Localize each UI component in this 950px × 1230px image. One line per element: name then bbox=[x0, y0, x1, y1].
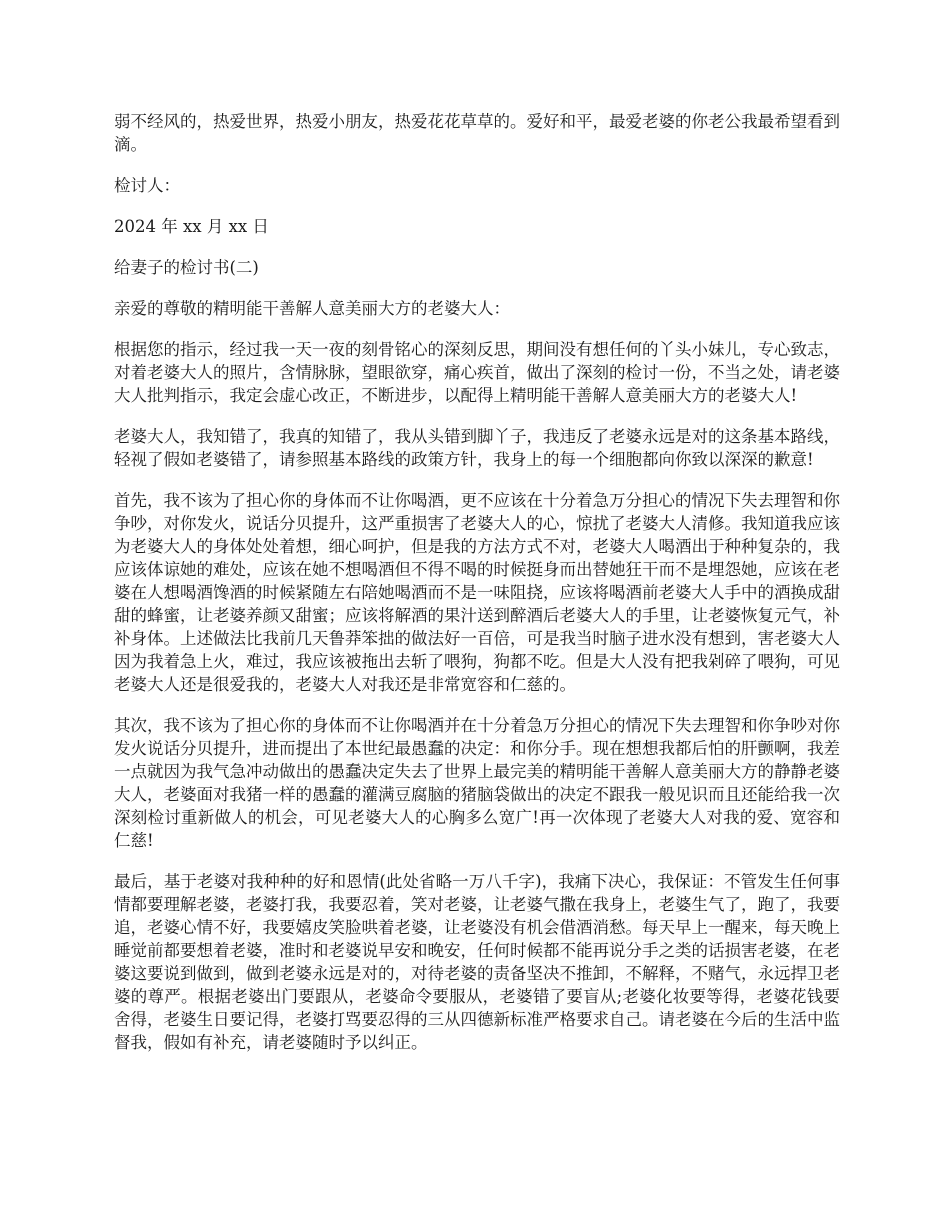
body-paragraph-second: 其次，我不该为了担心你的身体而不让你喝酒并在十分着急万分担心的情况下失去理智和你争吵对你发火说话分贝提升，进而提出了本世纪最愚蠢的决定：和你分手。现在想想我都后怕的肝颤啊，我差一点就因为我气急冲动做出的愚蠢决定失去了世界上最完美的精明能干善解人意美丽大方的静静老婆大人，老婆面对我猪一样的愚蠢的灌满豆腐脑的猪脑袋做出的决定不跟我一般见识而且还能给我一次深刻检讨重新做人的机会，可见老婆大人的心胸多么宽广!再一次体现了老婆大人对我的爱、宽容和仁慈! bbox=[114, 716, 840, 850]
body-paragraph-apology: 老婆大人，我知错了，我真的知错了，我从头错到脚丫子，我违反了老婆永远是对的这条基本路线，轻视了假如老婆错了，请参照基本路线的政策方针，我身上的每一个细胞都向你致以深深的歉意! bbox=[114, 427, 840, 469]
document-body bbox=[114, 110, 840, 1072]
salutation: 亲爱的尊敬的精明能干善解人意美丽大方的老婆大人： bbox=[114, 299, 510, 318]
body-paragraph-last: 最后，基于老婆对我种种的好和恩情(此处省略一万八千字)，我痛下决心，我保证：不管发生任何事情都要理解老婆，老婆打我，我要忍着，笑对老婆，让老婆气撒在我身上，老婆生气了，跑了，我要追，老婆心情不好，我要嬉皮笑脸哄着老婆，让老婆没有机会借酒消愁。每天早上一醒来，每天晚上睡觉前都要想着老婆，准时和老婆说早安和晚安，任何时候都不能再说分手之类的话损害老婆，在老婆这要说到做到，做到老婆永远是对的，对待老婆的责备坚决不推卸，不解释，不赌气，永远捍卫老婆的尊严。根据老婆出门要跟从，老婆命令要服从，老婆错了要盲从;老婆化妆要等得，老婆花钱要舍得，老婆生日要记得，老婆打骂要忍得的三从四德新标准严格要求自己。请老婆在今后的生活中监督我，假如有补充，请老婆随时予以纠正。 bbox=[114, 872, 840, 1052]
body-paragraph-intro: 根据您的指示，经过我一天一夜的刻骨铭心的深刻反思，期间没有想任何的丫头小妹儿，专心致志，对着老婆大人的照片，含情脉脉，望眼欲穿，痛心疾首，做出了深刻的检讨一份，不当之处，请老婆大人批判指示，我定会虚心改正，不断进步，以配得上精明能干善解人意美丽大方的老婆大人! bbox=[114, 340, 840, 405]
closing-paragraph: 弱不经风的，热爱世界，热爱小朋友，热爱花花草草的。爱好和平，最爱老婆的你老公我最希望看到滴。 bbox=[114, 112, 840, 154]
section-title: 给妻子的检讨书(二) bbox=[114, 258, 259, 277]
body-paragraph-first: 首先，我不该为了担心你的身体而不让你喝酒，更不应该在十分着急万分担心的情况下失去理智和你争吵，对你发火，说话分贝提升，这严重损害了老婆大人的心，惊扰了老婆大人清修。我知道我应该为老婆大人的身体处处着想，细心呵护，但是我的方法方式不对，老婆大人喝酒出于种种复杂的，我应该体谅她的难处，应该在她不想喝酒但不得不喝的时候挺身而出替她狂干而不是埋怨她，应该在老婆在人想喝酒馋酒的时候紧随左右陪她喝酒而不是一味阻挠，应该将喝酒前老婆大人手中的酒换成甜甜的蜂蜜，让老婆养颜又甜蜜；应该将解酒的果汁送到醉酒后老婆大人的手里，让老婆恢复元气，补补身体。上述做法比我前几天鲁莽笨拙的做法好一百倍，可是我当时脑子进水没有想到，害老婆大人因为我着急上火，难过，我应该被拖出去斩了喂狗，狗都不吃。但是大人没有把我剁碎了喂狗，可见老婆大人还是很爱我的，老婆大人对我还是非常宽容和仁慈的。 bbox=[114, 491, 840, 694]
date-line: 2024 年 xx 月 xx 日 bbox=[114, 217, 269, 236]
signature-line: 检讨人： bbox=[114, 176, 180, 195]
